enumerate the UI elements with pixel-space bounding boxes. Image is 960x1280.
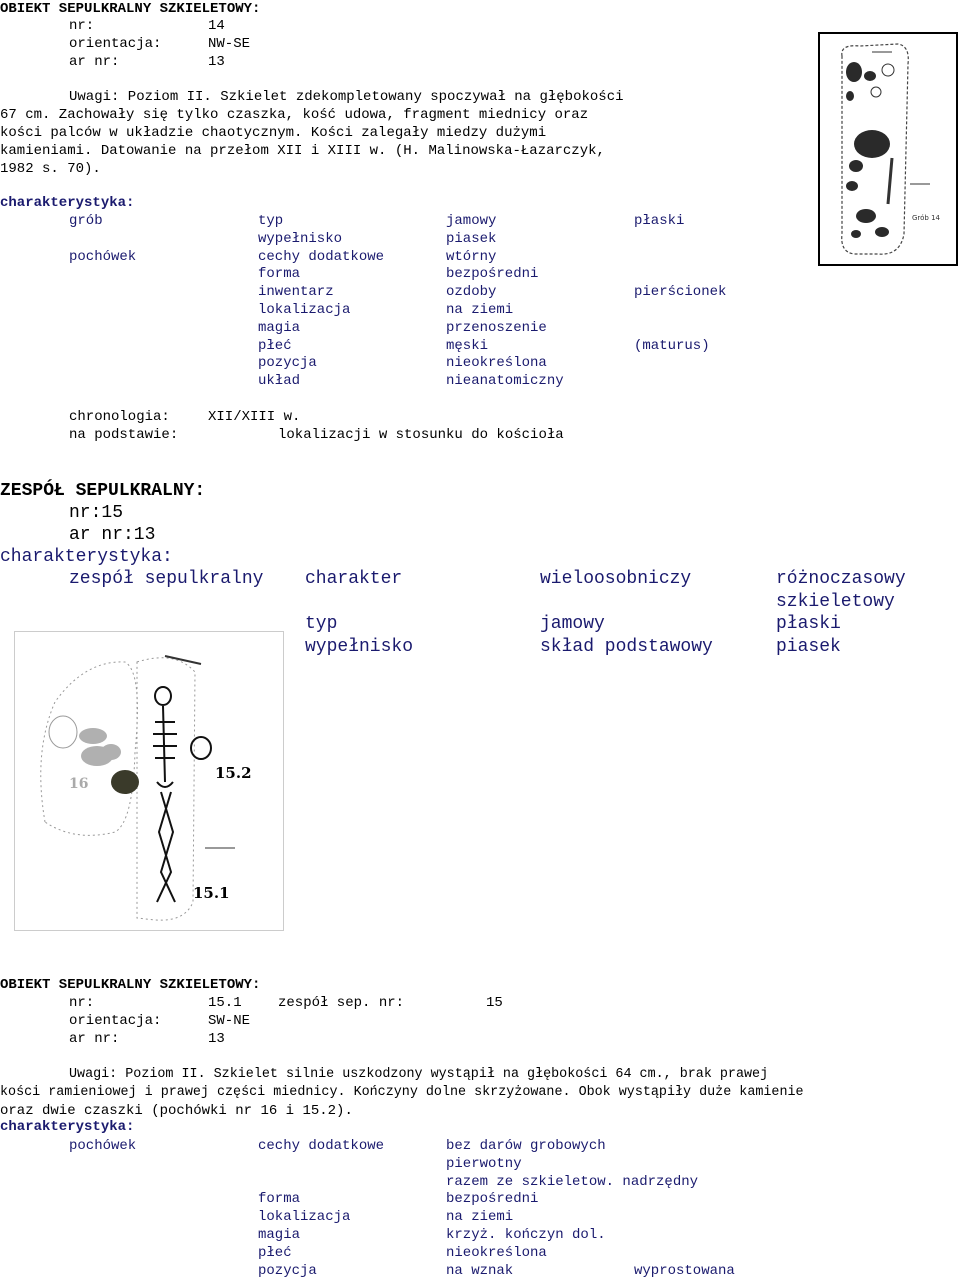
notes-line: oraz dwie czaszki (pochówki nr 16 i 15.2). [0,1103,353,1119]
basis-value: lokalizacji w stosunku do kościoła [278,427,564,443]
table-cell: przenoszenie [446,319,547,336]
table-cell: wypełnisko [258,230,343,247]
orientation-value: SW-NE [208,1013,251,1029]
table-cell: męski [446,337,489,354]
table-cell: krzyż. kończyn dol. [446,1227,606,1243]
table-cell: nieokreślona [446,355,547,372]
table-cell: układ [258,373,301,390]
complex-15-drawing [14,631,284,931]
table-cell: jamowy [540,614,605,634]
table-cell: magia [258,319,301,336]
chronology-value: XII/XIII w. [208,409,301,425]
table-cell: forma [258,266,301,283]
characteristics-label: charakterystyka: [0,1119,135,1135]
table-cell: pochówek [69,1138,137,1154]
table-cell: płeć [258,337,292,354]
notes-line: kamieniami. Datowanie na przełom XII i XIII w. (H. Malinowska-Łazarczyk, [0,143,605,159]
table-cell: wyprostowana [634,1262,735,1279]
grave-14-plan-icon [820,34,956,264]
table-cell: na ziemi [446,302,514,318]
notes-line: kości palców w układzie chaotycznym. Kości zalegały miedzy dużymi [0,125,547,141]
object-header: OBIEKT SEPULKRALNY SZKIELETOWY: [0,977,261,993]
characteristics-label: charakterystyka: [0,195,135,211]
orientation-value: NW-SE [208,36,251,52]
table-cell: bez darów grobowych [446,1138,606,1154]
complex-nr-label: zespół sep. nr: [278,995,405,1011]
table-cell: piasek [776,636,841,657]
table-cell: lokalizacja [258,1209,351,1226]
table-cell: zespół sepulkralny [69,569,264,589]
table-cell: charakter [305,569,403,589]
label-15-2: 15.2 [215,764,252,782]
complex-15-plan-icon [15,632,283,930]
table-cell: pierścionek [634,284,727,301]
object-header: OBIEKT SEPULKRALNY SZKIELETOWY: [0,1,261,17]
orientation-label: orientacja: [69,36,162,52]
orientation-label: orientacja: [69,1013,162,1029]
table-cell: ozdoby [446,284,497,301]
ar-value: 13 [208,54,225,70]
grave-14-drawing [818,32,958,266]
notes-line: 1982 s. 70). [0,161,101,177]
table-cell: lokalizacja [258,302,351,318]
table-cell: cechy dodatkowe [258,1138,385,1154]
table-cell: magia [258,1227,301,1243]
complex-header: ZESPÓŁ SEPULKRALNY: [0,481,206,501]
table-cell: pierwotny [446,1155,522,1172]
table-cell: grób [69,213,103,229]
table-cell: skład podstawowy [540,636,713,657]
table-cell: (maturus) [634,337,710,354]
nr-label: nr: [69,18,95,34]
table-cell: płaski [634,213,685,229]
table-cell: razem ze szkieletow. nadrzędny [446,1173,699,1190]
table-cell: pozycja [258,355,317,372]
chronology-label: chronologia: [69,409,170,425]
table-cell: wypełnisko [305,636,414,657]
table-cell: wtórny [446,248,497,265]
ar-label: ar nr: [69,1031,120,1047]
table-cell: bezpośredni [446,266,539,283]
table-cell: nieokreślona [446,1244,547,1261]
table-cell: wieloosobniczy [540,569,692,589]
ar-value: 13 [208,1031,225,1047]
notes-line: Uwagi: Poziom II. Szkielet silnie uszkodzony wystąpił na głębokości 64 cm., brak prawej [69,1067,769,1082]
table-cell: szkieletowy [776,591,895,612]
table-cell: na wznak [446,1262,514,1279]
table-cell: piasek [446,230,497,247]
complex-nr-value: 15 [486,995,503,1011]
table-cell: płeć [258,1244,292,1261]
table-cell: inwentarz [258,284,334,301]
nr-value: 15.1 [208,995,242,1011]
nr-label: nr: [69,995,95,1011]
table-cell: typ [305,614,338,634]
complex-ar: ar nr:13 [69,525,156,545]
table-cell: typ [258,213,284,229]
table-cell: różnoczasowy [776,569,906,589]
table-cell: płaski [776,614,841,634]
label-15-1: 15.1 [193,884,230,902]
table-cell: cechy dodatkowe [258,248,385,265]
notes-line: 67 cm. Zachowały się tylko czaszka, kość udowa, fragment miednicy oraz [0,107,589,123]
table-cell: jamowy [446,213,497,229]
table-cell: forma [258,1191,301,1208]
ar-label: ar nr: [69,54,120,70]
grave-14-label: Grób 14 [912,214,941,222]
table-cell: pozycja [258,1262,317,1279]
table-cell: pochówek [69,248,137,265]
characteristics-label: charakterystyka: [0,547,173,567]
notes-line: kości ramieniowej i prawej części miednicy. Kończyny dolne skrzyżowane. Obok wystąpiły duże kamienie [0,1085,804,1100]
basis-label: na podstawie: [69,427,179,443]
complex-nr: nr:15 [69,503,124,523]
notes-line: Uwagi: Poziom II. Szkielet zdekompletowany spoczywał na głębokości [69,89,624,105]
label-16: 16 [69,776,89,792]
nr-value: 14 [208,18,225,34]
table-cell: na ziemi [446,1209,514,1226]
table-cell: bezpośredni [446,1191,539,1208]
table-cell: nieanatomiczny [446,373,564,390]
